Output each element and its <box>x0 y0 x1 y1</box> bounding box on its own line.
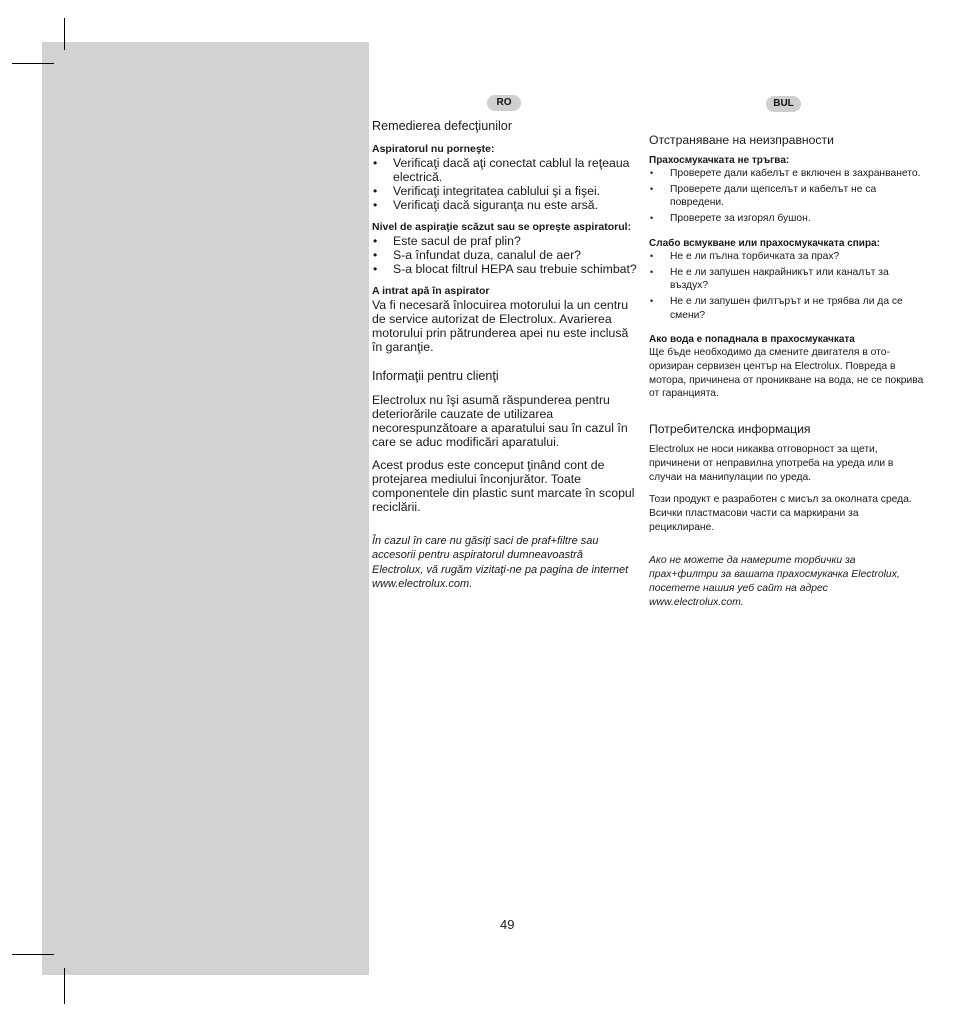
list-item: • Не е ли запушен накрайникът или каналът за въздух? <box>649 266 924 293</box>
crop-mark-bottom-vertical <box>64 968 65 1004</box>
subheading-low-suction: Nivel de aspiraţie scăzut sau se opreşte aspiratorul: <box>372 221 632 233</box>
language-badge-ro: RO <box>487 95 521 111</box>
column-romanian <box>372 118 637 591</box>
subheading-wont-start: Aspiratorul nu porneşte: <box>372 143 495 155</box>
list-item: • Este sacul de praf plin? <box>372 234 637 248</box>
crop-mark-top-horizontal <box>12 63 54 64</box>
page-number: 49 <box>500 917 515 932</box>
list-low-suction <box>649 250 924 323</box>
list-wont-start <box>372 156 637 212</box>
note-accessories: În cazul în care nu găsiţi saci de praf+filtre sau accesorii pentru aspiratorul dumneavoastră Electrolux, vă rugăm vizitaţi-ne pa pagina de internet www.electrolux.com. <box>372 535 629 590</box>
list-item: • Проверете за изгорял бушон. <box>649 212 924 226</box>
subheading-water-entered: Ако вода е попаднала в прахосмукачката <box>649 334 855 346</box>
paragraph-liability: Electrolux не носи никаква отговорност за щети, причинени от неправилна употреба на уреда или в случаи на манипулации по уреда. <box>649 444 894 483</box>
paragraph-water-entered: Va fi necesară înlocuirea motorului la un centru de service autorizat de Electrolux. Avarierea motorului prin pătrunderea apei nu este inclusă în garanţie. <box>372 298 629 354</box>
grey-side-panel <box>42 42 369 975</box>
list-item: • S-a blocat filtrul HEPA sau trebuie schimbat? <box>372 262 637 276</box>
language-badge-bul: BUL <box>766 96 801 112</box>
subheading-low-suction: Слабо всмукване или прахосмукачката спира: <box>649 237 880 249</box>
list-item: • Не е ли запушен филтърът и не трябва ли да се смени? <box>649 295 924 322</box>
list-wont-start <box>649 167 924 226</box>
list-item: • Verificaţi integritatea cablului şi a fişei. <box>372 184 637 198</box>
list-item: • Verificaţi dacă aţi conectat cablul la reţeaua electrică. <box>372 156 637 184</box>
column-bulgarian <box>649 132 924 610</box>
section-title-troubleshooting: Remedierea defecţiunilor <box>372 119 513 133</box>
paragraph-liability: Electrolux nu îşi asumă răspunderea pentru deteriorările cauzate de utilizarea necorespunzătoare a aparatului sau în cazul în care se aduc modificări aparatului. <box>372 393 628 449</box>
section-title-customer-info: Informaţii pentru clienţi <box>372 369 499 383</box>
section-title-customer-info: Потребителска информация <box>649 422 811 437</box>
list-item: • Проверете дали кабелът е включен в захранването. <box>649 167 924 181</box>
subheading-wont-start: Прахосмукачката не тръгва: <box>649 155 790 166</box>
paragraph-water-entered: Ще бъде необходимо да смените двигателя в отооризиран сервизен център на Electrolux. Повреда в мотора, причинена от проникване на вода, не се покрива от гаранцията. <box>649 347 924 400</box>
list-item: • S-a înfundat duza, canalul de aer? <box>372 248 637 262</box>
note-accessories: Ако не можете да намерите торбички за прах+филтри за вашата прахосмукачка Electrolux, посетете нашия уеб сайт на адрес www.electrolux.com. <box>649 555 900 609</box>
crop-mark-bottom-horizontal <box>12 954 54 955</box>
section-title-troubleshooting: Отстраняване на неизправности <box>649 133 834 147</box>
paragraph-environment: Acest produs este conceput ţinând cont de protejarea mediului înconjurător. Toate componentele din plastic sunt marcate în scopul reciclării. <box>372 458 635 514</box>
subheading-water-entered: A intrat apă în aspirator <box>372 285 490 297</box>
paragraph-environment: Този продукт е разработен с мисъл за околната среда. Всички пластмасови части са маркирани за рециклиране. <box>649 494 912 533</box>
list-item: • Проверете дали щепселът и кабелът не са повредени. <box>649 183 924 210</box>
list-item: • Не е ли пълна торбичката за прах? <box>649 250 924 264</box>
list-item: • Verificaţi dacă siguranţa nu este arsă. <box>372 198 637 212</box>
list-low-suction <box>372 234 637 276</box>
crop-mark-top-vertical <box>64 18 65 50</box>
